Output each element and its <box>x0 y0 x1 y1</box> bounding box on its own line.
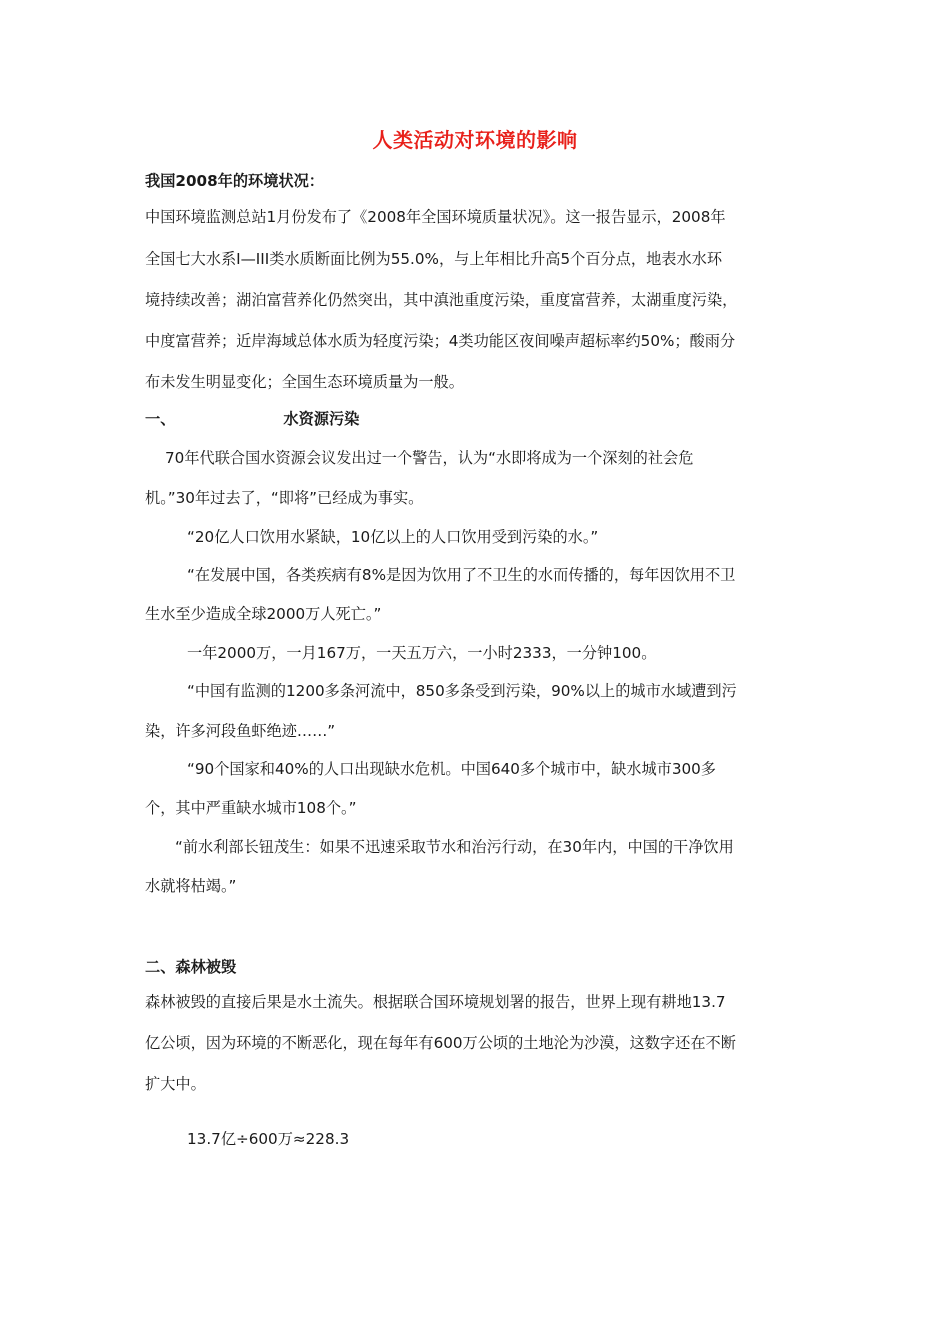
water-heading-number: 一、 <box>145 410 176 428</box>
water-heading-text: 水资源污染 <box>283 410 360 428</box>
water-line-1: 70年代联合国水资源会议发出过一个警告，认为“水即将成为一个深刻的社会危 <box>165 449 694 467</box>
water-line-10: 个，其中严重缺水城市108个。” <box>145 799 357 817</box>
water-line-4: “在发展中国，各类疾病有8%是因为饮用了不卫生的水而传播的，每年因饮用不卫 <box>187 566 736 584</box>
status-heading: 我国2008年的环境状况： <box>145 172 324 190</box>
water-line-8: 染，许多河段鱼虾绝迹……” <box>145 722 336 740</box>
water-line-2: 机。”30年过去了，“即将”已经成为事实。 <box>145 489 424 507</box>
water-line-7: “中国有监测的1200多条河流中，850多条受到污染，90%以上的城市水域遭到污 <box>187 682 737 700</box>
forest-line-3: 扩大中。 <box>145 1075 206 1093</box>
water-line-3: “20亿人口饮用水紧缺，10亿以上的人口饮用受到污染的水。” <box>187 528 599 546</box>
water-line-11: “前水利部长钮茂生：如果不迅速采取节水和治污行动，在30年内，中国的干净饮用 <box>175 838 734 856</box>
forest-line-2: 亿公顷，因为环境的不断恶化，现在每年有600万公顷的土地沦为沙漠，这数字还在不断 <box>145 1034 736 1052</box>
forest-heading: 二、森林被毁 <box>145 958 237 976</box>
status-line-4: 中度富营养；近岸海域总体水质为轻度污染；4类功能区夜间噪声超标率约50%；酸雨分 <box>145 332 736 350</box>
water-line-12: 水就将枯竭。” <box>145 877 237 895</box>
forest-line-1: 森林被毁的直接后果是水土流失。根据联合国环境规划署的报告，世界上现有耕地13.7 <box>145 993 726 1011</box>
document-title: 人类活动对环境的影响 <box>372 128 578 152</box>
water-line-9: “90个国家和40%的人口出现缺水危机。中国640多个城市中，缺水城市300多 <box>187 760 716 778</box>
status-line-1: 中国环境监测总站1月份发布了《2008年全国环境质量状况》。这一报告显示，2008年 <box>145 208 726 226</box>
status-line-2: 全国七大水系I—III类水质断面比例为55.0%，与上年相比升高5个百分点，地表水水环 <box>145 250 723 268</box>
water-line-5: 生水至少造成全球2000万人死亡。” <box>145 605 382 623</box>
water-heading <box>145 409 815 429</box>
status-line-3: 境持续改善；湖泊富营养化仍然突出，其中滇池重度污染，重度富营养，太湖重度污染， <box>145 291 738 309</box>
water-line-6: 一年2000万，一月167万，一天五万六，一小时2333，一分钟100。 <box>187 644 657 662</box>
forest-formula: 13.7亿÷600万≈228.3 <box>187 1130 350 1148</box>
status-line-5: 布未发生明显变化；全国生态环境质量为一般。 <box>145 373 464 391</box>
